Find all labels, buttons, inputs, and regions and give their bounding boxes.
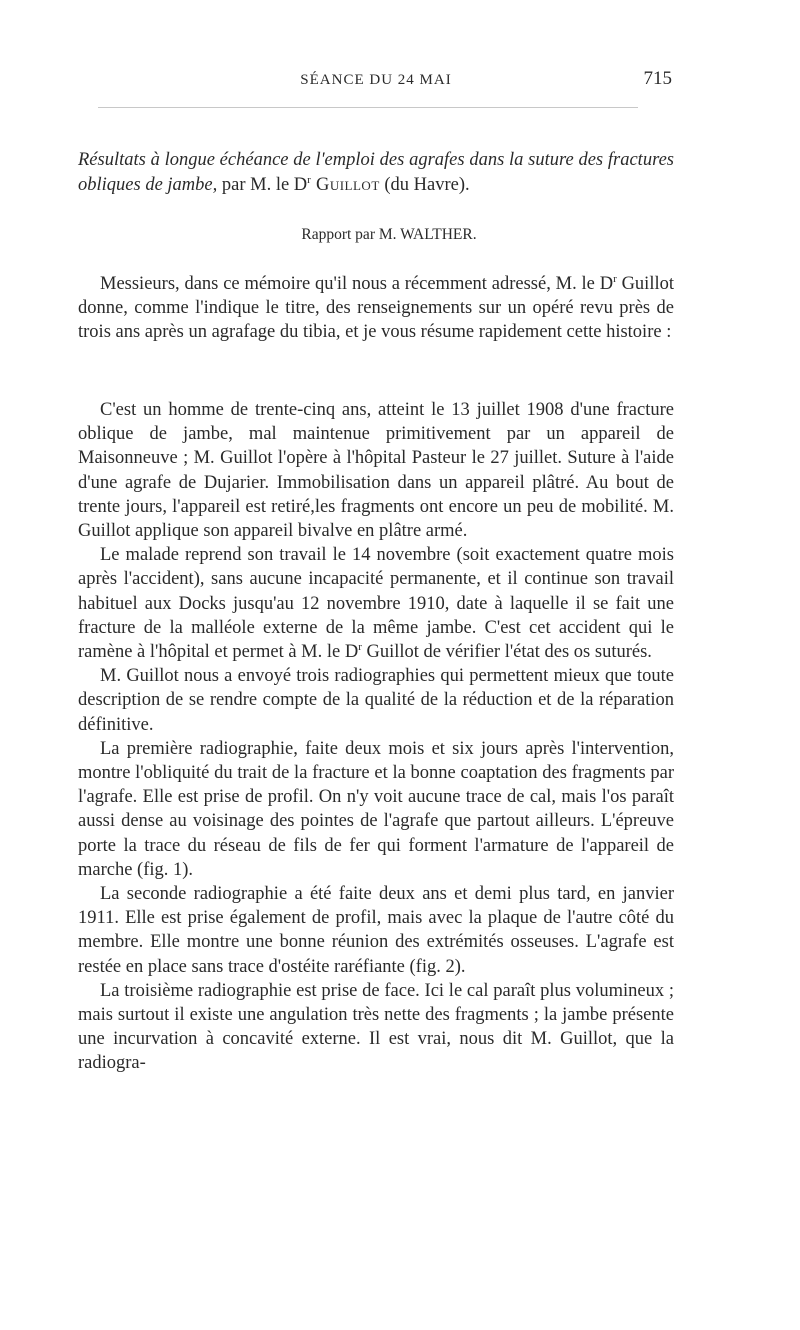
paragraph-2-text-1: Le malade reprend son travail le 14 novembre (soit exactement quatre mois après l'accident), sans aucune incapacité permanente, et il continue son travail habituel aux Docks jusqu'au 12 novembre 1910, date à laquelle il se fait une fracture de la malléole externe de la même jambe. C'est cet accident qui le ramène à l'hôpital et permet à M. le D <box>78 545 674 663</box>
paragraph-3: M. Guillot nous a envoyé trois radiographies qui permettent mieux que toute description de se rendre compte de la qualité de la réduction et de la réparation définitive. <box>78 666 674 735</box>
article-author: Guillot <box>310 175 380 195</box>
page-number: 715 <box>643 68 672 89</box>
paragraph-1: C'est un homme de trente-cinq ans, atteint le 13 juillet 1908 d'une fracture oblique de jambe, mal maintenue primitivement par un appareil de Maisonneuve ; M. Guillot l'opère à l'hôpital Pasteur le 27 juillet. Suture à l'aide d'une agrafe de Dujarier. Immobilisation dans un appareil plâtré. Au bout de trente jours, l'appareil est retiré,les fragments ont encore un peu de mobilité. M. Guillot applique son appareil bivalve en plâtre armé. <box>78 400 674 542</box>
paragraph-5: La seconde radiographie a été faite deux ans et demi plus tard, en janvier 1911. Elle est prise également de profil, mais avec la plaque de l'autre côté du membre. Elle montre une bonne réunion des extrémités osseuses. L'agrafe est restée en place sans trace d'ostéite raréfiante (fig. 2). <box>78 884 674 977</box>
body-text <box>78 398 674 1076</box>
article-title-dr-sup: r <box>307 173 311 186</box>
intro-dr-sup: r <box>613 272 617 285</box>
running-title: SÉANCE DU 24 MAI <box>300 72 452 88</box>
book-page <box>78 0 674 1330</box>
paragraph-6: La troisième radiographie est prise de face. Ici le cal paraît plus volumineux ; mais surtout il existe une angulation très nette des fragments ; la jambe présente une incurvation à concavité externe. Il est vrai, nous dit M. Guillot, que la radiogra- <box>78 980 674 1074</box>
article-title <box>78 148 674 198</box>
header-rule <box>98 107 638 108</box>
article-title-italic: Résultats à longue échéance de l'emploi des agrafes dans la suture des fractures obliques de jambe, <box>78 150 674 195</box>
intro-text-2: Guillot donne, comme l'indique le titre, des renseignements sur un opéré revu près de trois ans après un agrafage du tibia, et je vous résume rapidement cette histoire : <box>78 274 674 343</box>
report-line: Rapport par M. WALTHER. <box>301 226 477 243</box>
paragraph-2-dr-sup: r <box>358 640 362 653</box>
intro-paragraph <box>78 272 674 345</box>
paragraph-2-text-2: Guillot de vérifier l'état des os suturés. <box>361 642 652 663</box>
paragraph-2 <box>78 543 674 664</box>
article-title-par: par M. le D <box>217 175 308 195</box>
article-place: (du Havre). <box>379 175 470 195</box>
running-head <box>78 68 674 96</box>
intro-text-1: Messieurs, dans ce mémoire qu'il nous a récemment adressé, M. le D <box>100 274 614 294</box>
paragraph-4: La première radiographie, faite deux mois et six jours après l'intervention, montre l'obliquité du trait de la fracture et la bonne coaptation des fragments par l'agrafe. Elle est prise de profil. On n'y voit aucune trace de cal, mais l'os paraît aussi dense au voisinage des pointes de l'agrafe que partout ailleurs. L'épreuve porte la trace du réseau de fils de fer qui forment l'armature de l'appareil de marche (fig. 1). <box>78 738 674 880</box>
